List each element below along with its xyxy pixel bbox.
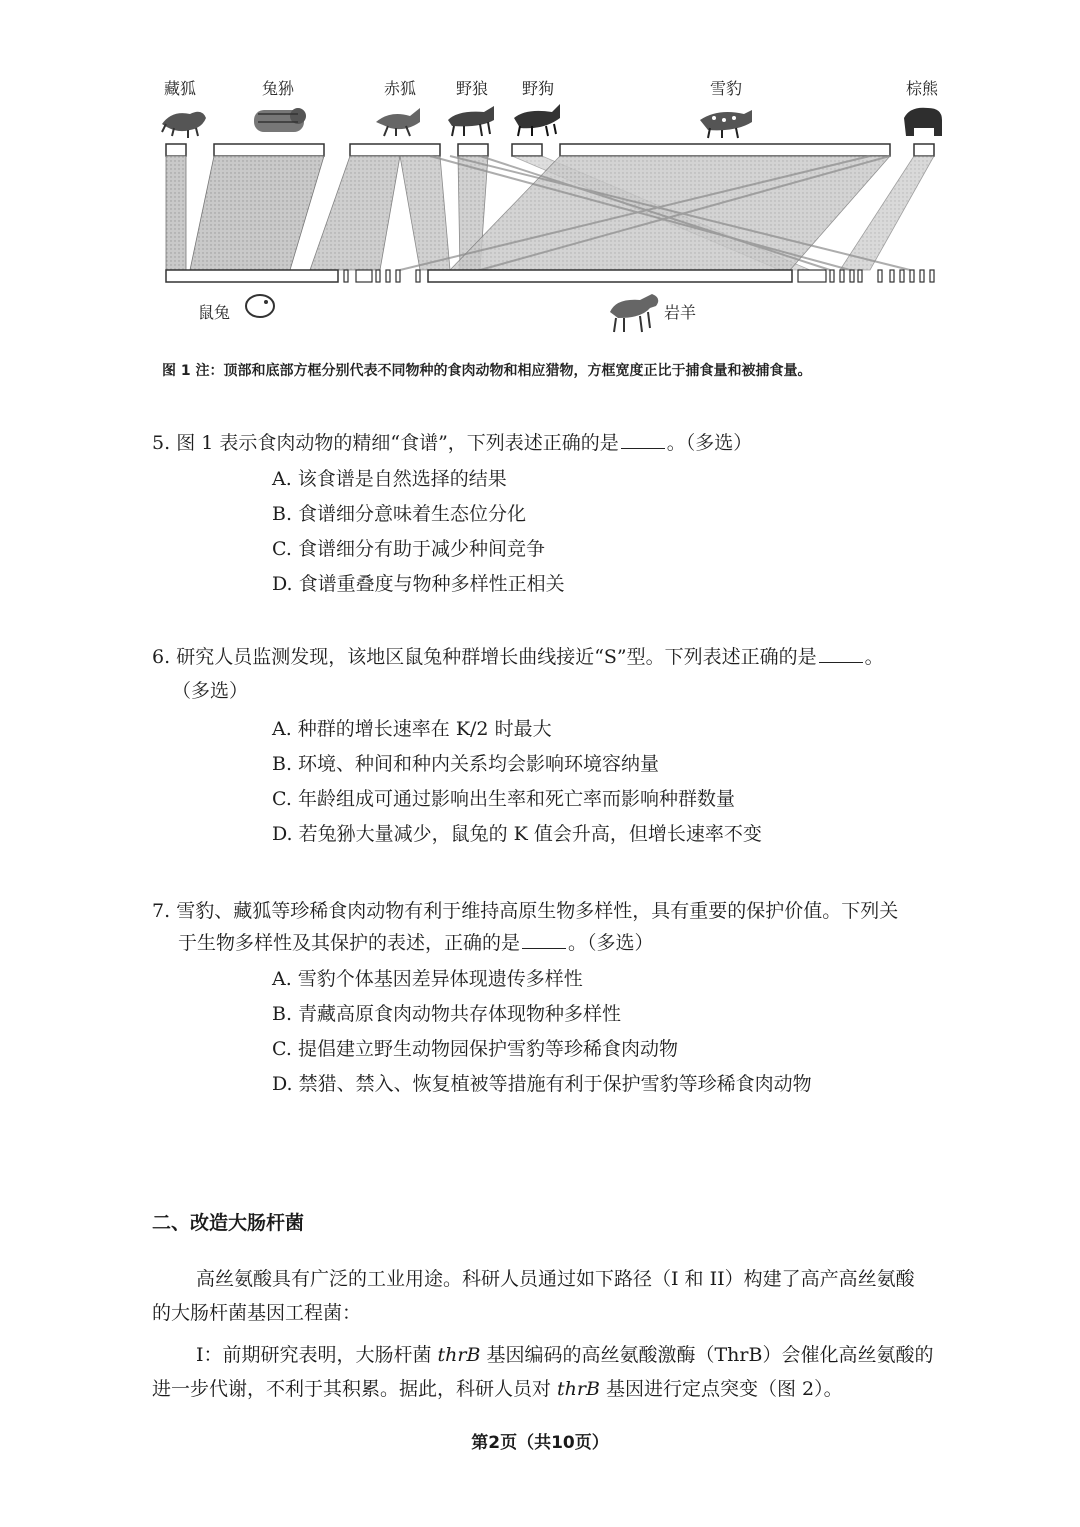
- question-5-text: 图 1 表示食肉动物的精细“食谱”，下列表述正确的是: [176, 432, 619, 454]
- question-6-number: 6.: [152, 646, 171, 668]
- question-5-number: 5.: [152, 432, 171, 454]
- section-paragraph-1-line-1: 高丝氨酸具有广泛的工业用途。科研人员通过如下路径（I 和 II）构建了高产高丝氨酸: [196, 1268, 915, 1290]
- question-6-option-c: C. 年龄组成可通过影响出生率和死亡率而影响种群数量: [272, 788, 735, 810]
- question-6-multi-note: （多选）: [172, 680, 249, 702]
- question-7-text: 雪豹、藏狐等珍稀食肉动物有利于维持高原生物多样性，具有重要的保护价值。下列关: [176, 900, 899, 922]
- answer-blank-6[interactable]: [819, 644, 863, 663]
- food-web-diagram: [150, 60, 950, 340]
- red-fox-icon: [376, 108, 420, 136]
- question-6-stem: [152, 642, 884, 673]
- question-5-tail: 。（多选）: [666, 432, 753, 454]
- food-web-figure: [150, 60, 950, 340]
- paragraph-3-text-b: 基因进行定点突变（图 2）。: [599, 1378, 843, 1400]
- paragraph-2-text-a: I：前期研究表明，大肠杆菌: [196, 1344, 438, 1366]
- dhole-icon: [514, 104, 560, 136]
- predator-label-zongxiong: 棕熊: [905, 79, 939, 98]
- question-6-tail: 。: [864, 646, 884, 668]
- gene-thrB: thrB: [437, 1344, 481, 1366]
- question-7-option-b: B. 青藏高原食肉动物共存体现物种多样性: [272, 1003, 622, 1025]
- section-paragraph-2-line-2: [152, 1372, 843, 1406]
- section-paragraph-2-line-1: [196, 1338, 933, 1372]
- question-7-option-c: C. 提倡建立野生动物园保护雪豹等珍稀食肉动物: [272, 1038, 678, 1060]
- snow-leopard-icon: [700, 110, 752, 138]
- prey-label-shutu: 鼠兔: [197, 303, 231, 322]
- answer-blank-5[interactable]: [621, 430, 665, 449]
- section-title: 二、改造大肠杆菌: [152, 1212, 305, 1234]
- predator-label-chihu: 赤狐: [383, 79, 417, 98]
- question-7-number: 7.: [152, 900, 171, 922]
- page-number: 第2页（共10页）: [471, 1433, 609, 1453]
- predator-label-zanghu: 藏狐: [163, 79, 197, 98]
- question-7-text-2: 于生物多样性及其保护的表述，正确的是: [178, 932, 521, 954]
- question-7-option-d: D. 禁猎、禁入、恢复植被等措施有利于保护雪豹等珍稀食肉动物: [272, 1073, 812, 1095]
- paragraph-2-text-b: 基因编码的高丝氨酸激酶（ThrB）会催化高丝氨酸的: [480, 1344, 934, 1366]
- section-paragraph-1-line-2: 的大肠杆菌基因工程菌：: [152, 1302, 362, 1324]
- blue-sheep-icon: [610, 294, 658, 332]
- prey-label-yanyang: 岩羊: [663, 303, 697, 322]
- arctic-fox-icon: [162, 112, 206, 138]
- predator-label-tusun: 兔狲: [261, 79, 295, 98]
- question-5-option-c: C. 食谱细分有助于减少种间竞争: [272, 538, 545, 560]
- predator-label-yegou: 野狗: [521, 79, 555, 98]
- question-5-stem: [152, 428, 752, 459]
- brown-bear-icon: [904, 108, 942, 136]
- paragraph-3-text-a: 进一步代谢，不利于其积累。据此，科研人员对: [152, 1378, 558, 1400]
- gene-thrB-2: thrB: [557, 1378, 600, 1400]
- figure-caption: 图 1 注：顶部和底部方框分别代表不同物种的食肉动物和相应猎物，方框宽度正比于捕食量和被捕食量。: [162, 363, 812, 379]
- question-5-option-d: D. 食谱重叠度与物种多样性正相关: [272, 573, 565, 595]
- question-7-tail: 。（多选）: [568, 932, 654, 954]
- question-6-option-b: B. 环境、种间和种内关系均会影响环境容纳量: [272, 753, 660, 775]
- question-6-option-a: A. 种群的增长速率在 K/2 时最大: [272, 718, 552, 740]
- question-5-option-b: B. 食谱细分意味着生态位分化: [272, 503, 527, 525]
- wolf-icon: [448, 106, 494, 136]
- pallas-cat-icon: [254, 108, 306, 132]
- question-6-text: 研究人员监测发现，该地区鼠兔种群增长曲线接近“S”型。下列表述正确的是: [176, 646, 817, 668]
- pika-icon: [246, 295, 274, 317]
- question-5-option-a: A. 该食谱是自然选择的结果: [272, 468, 507, 490]
- predator-label-xuebao: 雪豹: [709, 79, 743, 98]
- question-7-stem: [152, 896, 898, 927]
- question-7-stem-line2: [178, 928, 654, 959]
- question-7-option-a: A. 雪豹个体基因差异体现遗传多样性: [272, 968, 583, 990]
- question-6-option-d: D. 若兔狲大量减少，鼠兔的 K 值会升高，但增长速率不变: [272, 823, 762, 845]
- predator-label-yelang: 野狼: [455, 79, 489, 98]
- answer-blank-7[interactable]: [522, 930, 566, 949]
